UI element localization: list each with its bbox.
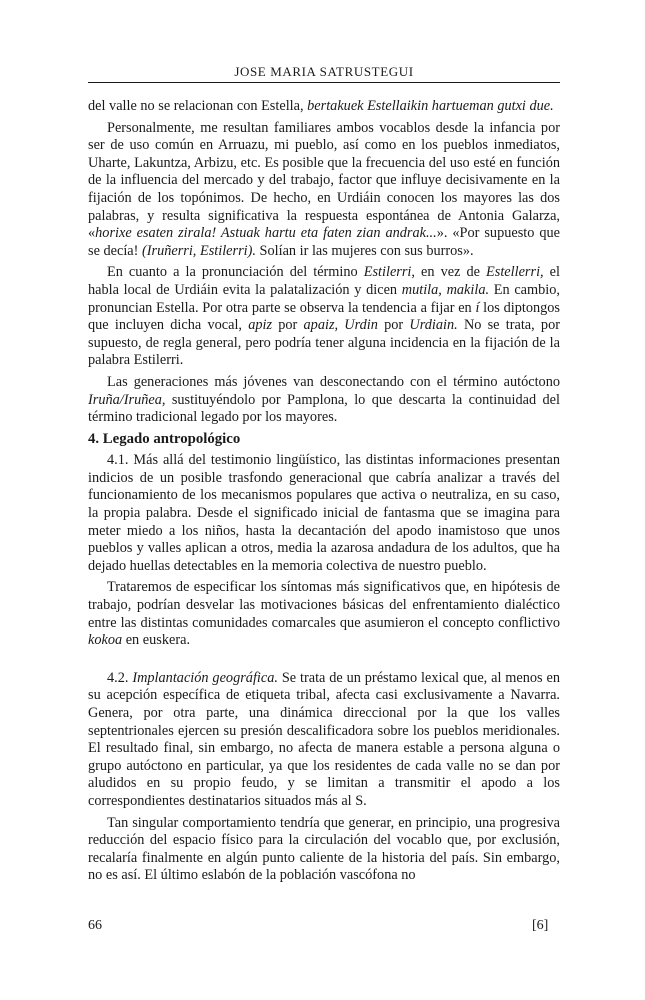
text-run: del valle no se relacionan con Estella, <box>88 98 308 114</box>
page-reference: [6] <box>532 918 549 933</box>
italic-run: Urdiain. <box>409 317 458 334</box>
italic-run: (Iruñerri, Estilerri). <box>141 242 256 259</box>
text-run: Personalmente, me resultan familiares ambos vocablos desde la infancia por ser de uso común en Arruazu, mi pueblo, así como en los pueblos inmediatos, Uharte, Lakuntza, Arbizu, etc. Es posible que la frecuencia del uso esté en función de la influencia del mercado y del trabajo, factor que influye decisivamente en la fijación de los topónimos. De hecho, en Urdiáin conocen los mayores las dos palabras, y resulta significativa la respuesta espontánea de Antonia Galarza, « <box>88 119 560 242</box>
italic-run: Estellerri, <box>486 264 544 281</box>
paragraph <box>88 670 560 811</box>
paragraph-gap <box>88 650 560 670</box>
text-run: Trataremos de especificar los síntomas más significativos que, en hipótesis de trabajo, podrían desvelar las motivaciones básicas del enfrentamiento dialéctico entre las distintas comunidades comarcales que asumieron el concepto conflictivo <box>88 579 560 631</box>
italic-run: kokoa <box>88 632 123 649</box>
italic-run: apaiz, Urdin <box>303 317 378 334</box>
paragraph <box>88 120 560 261</box>
section-heading: 4. Legado antropológico <box>88 430 241 447</box>
paragraph <box>88 374 560 427</box>
italic-run: í <box>475 299 480 316</box>
text-run: ». «Por supuesto que se decía! <box>88 225 560 259</box>
text-run: En cuanto a la pronunciación del término <box>107 264 364 281</box>
header-rule <box>88 82 560 83</box>
text-run: 4.2. <box>107 669 133 686</box>
text-run: por <box>272 317 304 334</box>
text-run: Solían ir las mujeres con sus burros». <box>255 242 474 259</box>
italic-run: mutila, makila. <box>401 281 490 298</box>
text-run: en vez de <box>414 264 487 281</box>
text-run: Las generaciones más jóvenes van desconectando con el término autóctono <box>107 373 560 390</box>
italic-run: apiz <box>248 317 273 334</box>
italic-run: Implantación geográfica. <box>132 669 278 686</box>
text-run: Se trata de un préstamo lexical que, al menos en su acepción específica de etiqueta tribal, afecta casi exclusivamente a Navarra. Genera, por otra parte, una dinámica direccional por la que los valles septentrionales ejercen su presión descalificadora sobre los pueblos meridionales. El resultado final, sin embargo, no afecta de manera estable a persona alguna o grupo autóctono en particular, ya que los residentes de cada valle no se dan por aludidos en su propio feudo, y se limitan a transmitir el apodo a los correspondientes destinatarios situados más al S. <box>88 669 560 809</box>
text-run: por <box>377 317 410 334</box>
text-run: sustituyéndolo por Pamplona, lo que descarta la continuidad del término tradicional legado por los mayores. <box>88 391 560 426</box>
text-run: los diptongos que incluyen dicha vocal, <box>88 299 560 334</box>
paragraph <box>88 815 560 885</box>
page-number: 66 <box>88 918 102 933</box>
text-run: 4.1. Más allá del testimonio lingüístico, las distintas informaciones presentan indicios de un posible trasfondo generacional que cabría analizar a través del funcionamiento de los mecanismos populares que activa o neutraliza, en su caso, la propia palabra. Desde el significado inicial de fantasma que se imagina para meter miedo a los niños, hasta la decantación del apodo inamistoso que unos pueblos y valles aplican a otros, media la azarosa andadura de los adultos, que ha dejado huellas detectables en la memoria colectiva de nuestro pueblo. <box>88 452 560 574</box>
body-text <box>88 98 560 885</box>
paragraph <box>88 579 560 649</box>
text-run: Tan singular comportamiento tendría que generar, en principio, una progresiva reducción del espacio físico para la circulación del vocablo que, por exclusión, recalaría finalmente en algún punto caliente de la historia del país. Sin embargo, no es así. El último eslabón de la población vascófona no <box>88 814 560 884</box>
italic-run: Iruña/Iruñea, <box>88 391 166 408</box>
italic-run: horixe esaten zirala! Astuak hartu eta faten zian andrak... <box>95 225 437 242</box>
text-run: el habla local de Urdiáin evita la palatalización y dicen <box>88 264 560 298</box>
italic-run: bertakuek Estellaikin hartueman gutxi due. <box>307 98 554 114</box>
text-run: en euskera. <box>122 632 191 649</box>
text-run: En cambio, pronuncian Estella. Por otra parte se observa la tendencia a fijar en <box>88 281 560 316</box>
italic-run: Estilerri, <box>363 264 415 281</box>
paragraph <box>88 98 560 116</box>
text-run: No se trata, por supuesto, de regla general, pero podría tener alguna incidencia en la fijación de la palabra Estilerri. <box>88 317 560 369</box>
paragraph <box>88 452 560 575</box>
paragraph <box>88 264 560 370</box>
running-header: JOSE MARIA SATRUSTEGUI <box>234 64 414 79</box>
